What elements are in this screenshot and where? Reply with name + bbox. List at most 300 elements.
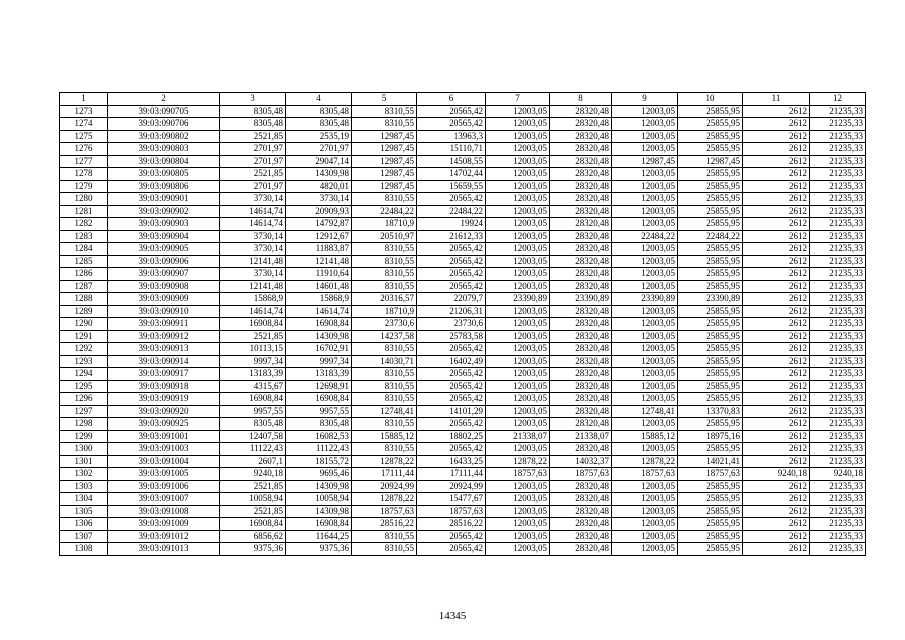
- value-cell: 12003,05: [612, 480, 678, 493]
- value-cell: 29047,14: [286, 155, 352, 168]
- value-cell: 28320,48: [550, 330, 612, 343]
- row-number-cell: 1280: [60, 193, 108, 206]
- value-cell: 25855,95: [678, 193, 743, 206]
- value-cell: 12003,05: [612, 168, 678, 181]
- row-number-cell: 1283: [60, 230, 108, 243]
- cadastral-code-cell: 39:03:090925: [108, 418, 220, 431]
- value-cell: 2612: [743, 505, 810, 518]
- row-number-cell: 1293: [60, 355, 108, 368]
- value-cell: 12003,05: [612, 493, 678, 506]
- value-cell: 12003,05: [486, 280, 550, 293]
- value-cell: 10058,94: [286, 493, 352, 506]
- value-cell: 8310,55: [352, 443, 417, 456]
- value-cell: 28320,48: [550, 530, 612, 543]
- value-cell: 12003,05: [612, 255, 678, 268]
- value-cell: 14309,98: [286, 168, 352, 181]
- value-cell: 12003,05: [486, 505, 550, 518]
- value-cell: 2612: [743, 330, 810, 343]
- value-cell: 12003,05: [486, 230, 550, 243]
- value-cell: 3730,14: [220, 243, 286, 256]
- value-cell: 25783,58: [417, 330, 486, 343]
- value-cell: 16402,49: [417, 355, 486, 368]
- value-cell: 12003,05: [486, 218, 550, 231]
- value-cell: 25855,95: [678, 518, 743, 531]
- value-cell: 20565,42: [417, 443, 486, 456]
- value-cell: 28320,48: [550, 505, 612, 518]
- table-row: [60, 505, 866, 518]
- value-cell: 2612: [743, 105, 810, 118]
- column-header: 6: [417, 93, 486, 106]
- table-row: [60, 168, 866, 181]
- value-cell: 2521,85: [220, 505, 286, 518]
- value-cell: 28320,48: [550, 180, 612, 193]
- row-number-cell: 1292: [60, 343, 108, 356]
- value-cell: 22079,7: [417, 293, 486, 306]
- value-cell: 15868,9: [220, 293, 286, 306]
- value-cell: 12987,45: [352, 155, 417, 168]
- value-cell: 8310,55: [352, 280, 417, 293]
- value-cell: 21338,07: [550, 430, 612, 443]
- table-row: [60, 530, 866, 543]
- value-cell: 12003,05: [486, 243, 550, 256]
- value-cell: 25855,95: [678, 305, 743, 318]
- value-cell: 25855,95: [678, 418, 743, 431]
- cadastral-code-cell: 39:03:090919: [108, 393, 220, 406]
- value-cell: 23390,89: [486, 293, 550, 306]
- column-header: 7: [486, 93, 550, 106]
- table-row: [60, 118, 866, 131]
- value-cell: 18710,9: [352, 218, 417, 231]
- value-cell: 12003,05: [612, 505, 678, 518]
- value-cell: 8305,48: [220, 105, 286, 118]
- table-row: [60, 430, 866, 443]
- row-number-cell: 1305: [60, 505, 108, 518]
- cadastral-code-cell: 39:03:090802: [108, 130, 220, 143]
- table-row: [60, 218, 866, 231]
- value-cell: 21612,33: [417, 230, 486, 243]
- table-row: [60, 343, 866, 356]
- value-cell: 2612: [743, 368, 810, 381]
- table-row: [60, 330, 866, 343]
- value-cell: 14021,41: [678, 455, 743, 468]
- table-row: [60, 268, 866, 281]
- value-cell: 28320,48: [550, 480, 612, 493]
- table-body: [60, 93, 866, 556]
- value-cell: 11644,25: [286, 530, 352, 543]
- row-number-cell: 1300: [60, 443, 108, 456]
- value-cell: 21235,33: [810, 293, 866, 306]
- cadastral-code-cell: 39:03:090908: [108, 280, 220, 293]
- value-cell: 17111,44: [352, 468, 417, 481]
- value-cell: 2612: [743, 305, 810, 318]
- value-cell: 2612: [743, 343, 810, 356]
- value-cell: 28320,48: [550, 243, 612, 256]
- table-row: [60, 205, 866, 218]
- row-number-cell: 1290: [60, 318, 108, 331]
- value-cell: 2612: [743, 480, 810, 493]
- value-cell: 12003,05: [486, 393, 550, 406]
- value-cell: 16908,84: [286, 518, 352, 531]
- cadastral-code-cell: 39:03:090706: [108, 118, 220, 131]
- value-cell: 3730,14: [286, 193, 352, 206]
- value-cell: 23730,6: [352, 318, 417, 331]
- value-cell: 2701,97: [286, 143, 352, 156]
- cadastral-code-cell: 39:03:090918: [108, 380, 220, 393]
- value-cell: 25855,95: [678, 493, 743, 506]
- value-cell: 2612: [743, 205, 810, 218]
- value-cell: 11883,87: [286, 243, 352, 256]
- value-cell: 21235,33: [810, 168, 866, 181]
- value-cell: 13183,39: [220, 368, 286, 381]
- value-cell: 12003,05: [612, 330, 678, 343]
- value-cell: 12003,05: [612, 143, 678, 156]
- value-cell: 2521,85: [220, 130, 286, 143]
- row-number-cell: 1303: [60, 480, 108, 493]
- value-cell: 12003,05: [486, 268, 550, 281]
- data-table: [59, 92, 866, 556]
- value-cell: 18757,63: [352, 505, 417, 518]
- value-cell: 8310,55: [352, 243, 417, 256]
- value-cell: 28320,48: [550, 255, 612, 268]
- column-header: 1: [60, 93, 108, 106]
- value-cell: 12003,05: [486, 343, 550, 356]
- table-row: [60, 455, 866, 468]
- value-cell: 12003,05: [486, 318, 550, 331]
- value-cell: 16908,84: [220, 518, 286, 531]
- row-number-cell: 1299: [60, 430, 108, 443]
- value-cell: 20565,42: [417, 280, 486, 293]
- value-cell: 2612: [743, 443, 810, 456]
- value-cell: 11122,43: [220, 443, 286, 456]
- value-cell: 8310,55: [352, 380, 417, 393]
- value-cell: 2612: [743, 393, 810, 406]
- value-cell: 16702,91: [286, 343, 352, 356]
- value-cell: 9997,34: [286, 355, 352, 368]
- value-cell: 25855,95: [678, 380, 743, 393]
- value-cell: 12878,22: [612, 455, 678, 468]
- value-cell: 25855,95: [678, 105, 743, 118]
- value-cell: 2607,1: [220, 455, 286, 468]
- table-header-row: [60, 93, 866, 106]
- value-cell: 18757,63: [417, 505, 486, 518]
- value-cell: 20565,42: [417, 343, 486, 356]
- column-header: 12: [810, 93, 866, 106]
- value-cell: 9957,55: [220, 405, 286, 418]
- value-cell: 20565,42: [417, 268, 486, 281]
- cadastral-code-cell: 39:03:090911: [108, 318, 220, 331]
- table-row: [60, 493, 866, 506]
- value-cell: 15868,9: [286, 293, 352, 306]
- table-row: [60, 243, 866, 256]
- cadastral-code-cell: 39:03:091005: [108, 468, 220, 481]
- value-cell: 25855,95: [678, 243, 743, 256]
- value-cell: 8310,55: [352, 268, 417, 281]
- value-cell: 2612: [743, 130, 810, 143]
- value-cell: 12698,91: [286, 380, 352, 393]
- value-cell: 21235,33: [810, 143, 866, 156]
- value-cell: 14101,29: [417, 405, 486, 418]
- value-cell: 28320,48: [550, 443, 612, 456]
- table-row: [60, 543, 866, 556]
- value-cell: 21235,33: [810, 430, 866, 443]
- value-cell: 12878,22: [352, 455, 417, 468]
- value-cell: 2612: [743, 143, 810, 156]
- value-cell: 8310,55: [352, 418, 417, 431]
- value-cell: 2612: [743, 430, 810, 443]
- value-cell: 14792,87: [286, 218, 352, 231]
- value-cell: 12003,05: [612, 443, 678, 456]
- table-row: [60, 318, 866, 331]
- row-number-cell: 1288: [60, 293, 108, 306]
- value-cell: 18155,72: [286, 455, 352, 468]
- table-row: [60, 180, 866, 193]
- table-row: [60, 105, 866, 118]
- value-cell: 21235,33: [810, 193, 866, 206]
- value-cell: 12003,05: [486, 493, 550, 506]
- value-cell: 28320,48: [550, 130, 612, 143]
- value-cell: 12003,05: [486, 105, 550, 118]
- value-cell: 16908,84: [286, 318, 352, 331]
- cadastral-code-cell: 39:03:090917: [108, 368, 220, 381]
- value-cell: 12003,05: [486, 205, 550, 218]
- cadastral-code-cell: 39:03:090920: [108, 405, 220, 418]
- value-cell: 28320,48: [550, 105, 612, 118]
- value-cell: 8310,55: [352, 105, 417, 118]
- value-cell: 13183,39: [286, 368, 352, 381]
- value-cell: 12003,05: [486, 330, 550, 343]
- table-row: [60, 355, 866, 368]
- value-cell: 12141,48: [220, 280, 286, 293]
- value-cell: 2612: [743, 355, 810, 368]
- value-cell: 12003,05: [612, 518, 678, 531]
- value-cell: 25855,95: [678, 130, 743, 143]
- value-cell: 18757,63: [550, 468, 612, 481]
- value-cell: 2612: [743, 405, 810, 418]
- value-cell: 20565,42: [417, 543, 486, 556]
- value-cell: 2612: [743, 280, 810, 293]
- value-cell: 14032,37: [550, 455, 612, 468]
- value-cell: 20565,42: [417, 393, 486, 406]
- value-cell: 12987,45: [352, 143, 417, 156]
- value-cell: 23390,89: [612, 293, 678, 306]
- value-cell: 2612: [743, 255, 810, 268]
- value-cell: 21206,31: [417, 305, 486, 318]
- value-cell: 25855,95: [678, 268, 743, 281]
- table-row: [60, 393, 866, 406]
- value-cell: 12003,05: [486, 418, 550, 431]
- value-cell: 12003,05: [486, 118, 550, 131]
- value-cell: 13370,83: [678, 405, 743, 418]
- page-number: 14345: [438, 610, 467, 622]
- cadastral-code-cell: 39:03:090803: [108, 143, 220, 156]
- value-cell: 2612: [743, 493, 810, 506]
- table-row: [60, 380, 866, 393]
- row-number-cell: 1279: [60, 180, 108, 193]
- value-cell: 28320,48: [550, 280, 612, 293]
- row-number-cell: 1285: [60, 255, 108, 268]
- value-cell: 12987,45: [352, 168, 417, 181]
- value-cell: 12003,05: [612, 193, 678, 206]
- value-cell: 9240,18: [810, 468, 866, 481]
- value-cell: 3730,14: [220, 268, 286, 281]
- value-cell: 20565,42: [417, 530, 486, 543]
- value-cell: 12003,05: [486, 518, 550, 531]
- value-cell: 20565,42: [417, 193, 486, 206]
- value-cell: 20924,99: [352, 480, 417, 493]
- value-cell: 2612: [743, 268, 810, 281]
- value-cell: 25855,95: [678, 168, 743, 181]
- value-cell: 9957,55: [286, 405, 352, 418]
- value-cell: 25855,95: [678, 280, 743, 293]
- table-row: [60, 143, 866, 156]
- value-cell: 28320,48: [550, 380, 612, 393]
- value-cell: 14508,55: [417, 155, 486, 168]
- value-cell: 21235,33: [810, 380, 866, 393]
- cadastral-code-cell: 39:03:090904: [108, 230, 220, 243]
- value-cell: 28320,48: [550, 230, 612, 243]
- value-cell: 20909,93: [286, 205, 352, 218]
- cadastral-code-cell: 39:03:090905: [108, 243, 220, 256]
- value-cell: 11122,43: [286, 443, 352, 456]
- cadastral-code-cell: 39:03:090907: [108, 268, 220, 281]
- value-cell: 21235,33: [810, 130, 866, 143]
- table-row: [60, 155, 866, 168]
- value-cell: 25855,95: [678, 368, 743, 381]
- cadastral-code-cell: 39:03:090901: [108, 193, 220, 206]
- value-cell: 28320,48: [550, 218, 612, 231]
- value-cell: 6856,62: [220, 530, 286, 543]
- row-number-cell: 1298: [60, 418, 108, 431]
- value-cell: 23730,6: [417, 318, 486, 331]
- value-cell: 21235,33: [810, 368, 866, 381]
- cadastral-code-cell: 39:03:091013: [108, 543, 220, 556]
- value-cell: 2612: [743, 168, 810, 181]
- value-cell: 4315,67: [220, 380, 286, 393]
- value-cell: 20565,42: [417, 105, 486, 118]
- value-cell: 2521,85: [220, 168, 286, 181]
- value-cell: 9695,46: [286, 468, 352, 481]
- table-row: [60, 130, 866, 143]
- value-cell: 14237,58: [352, 330, 417, 343]
- value-cell: 12003,05: [612, 218, 678, 231]
- table-row: [60, 405, 866, 418]
- column-header: 10: [678, 93, 743, 106]
- row-number-cell: 1294: [60, 368, 108, 381]
- value-cell: 12987,45: [352, 180, 417, 193]
- cadastral-code-cell: 39:03:091003: [108, 443, 220, 456]
- value-cell: 2612: [743, 318, 810, 331]
- cadastral-code-cell: 39:03:091004: [108, 455, 220, 468]
- value-cell: 18757,63: [486, 468, 550, 481]
- row-number-cell: 1302: [60, 468, 108, 481]
- value-cell: 12003,05: [486, 480, 550, 493]
- value-cell: 2612: [743, 230, 810, 243]
- row-number-cell: 1296: [60, 393, 108, 406]
- value-cell: 12003,05: [486, 155, 550, 168]
- value-cell: 2701,97: [220, 180, 286, 193]
- value-cell: 16908,84: [220, 393, 286, 406]
- value-cell: 28320,48: [550, 518, 612, 531]
- cadastral-code-cell: 39:03:090913: [108, 343, 220, 356]
- value-cell: 8310,55: [352, 118, 417, 131]
- cadastral-code-cell: 39:03:091008: [108, 505, 220, 518]
- value-cell: 21235,33: [810, 343, 866, 356]
- value-cell: 25855,95: [678, 343, 743, 356]
- value-cell: 21235,33: [810, 255, 866, 268]
- value-cell: 12141,48: [220, 255, 286, 268]
- value-cell: 21235,33: [810, 505, 866, 518]
- value-cell: 2612: [743, 243, 810, 256]
- value-cell: 12003,05: [486, 355, 550, 368]
- value-cell: 2612: [743, 455, 810, 468]
- table-row: [60, 305, 866, 318]
- value-cell: 21235,33: [810, 405, 866, 418]
- row-number-cell: 1301: [60, 455, 108, 468]
- value-cell: 12987,45: [678, 155, 743, 168]
- value-cell: 2612: [743, 380, 810, 393]
- cadastral-code-cell: 39:03:090705: [108, 105, 220, 118]
- value-cell: 12003,05: [612, 318, 678, 331]
- table-row: [60, 230, 866, 243]
- row-number-cell: 1282: [60, 218, 108, 231]
- value-cell: 25855,95: [678, 480, 743, 493]
- cadastral-code-cell: 39:03:091009: [108, 518, 220, 531]
- value-cell: 12003,05: [486, 405, 550, 418]
- value-cell: 12003,05: [612, 205, 678, 218]
- value-cell: 12003,05: [612, 530, 678, 543]
- value-cell: 12987,45: [612, 155, 678, 168]
- value-cell: 28320,48: [550, 368, 612, 381]
- value-cell: 15477,67: [417, 493, 486, 506]
- value-cell: 12748,41: [612, 405, 678, 418]
- value-cell: 16433,25: [417, 455, 486, 468]
- value-cell: 25855,95: [678, 443, 743, 456]
- row-number-cell: 1295: [60, 380, 108, 393]
- table-row: [60, 468, 866, 481]
- cadastral-code-cell: 39:03:091001: [108, 430, 220, 443]
- value-cell: 12003,05: [612, 280, 678, 293]
- column-header: 9: [612, 93, 678, 106]
- value-cell: 21235,33: [810, 155, 866, 168]
- value-cell: 25855,95: [678, 180, 743, 193]
- value-cell: 8305,48: [286, 105, 352, 118]
- column-header: 3: [220, 93, 286, 106]
- value-cell: 12003,05: [486, 443, 550, 456]
- value-cell: 18802,25: [417, 430, 486, 443]
- value-cell: 14309,98: [286, 330, 352, 343]
- row-number-cell: 1276: [60, 143, 108, 156]
- row-number-cell: 1297: [60, 405, 108, 418]
- value-cell: 8310,55: [352, 255, 417, 268]
- value-cell: 2612: [743, 518, 810, 531]
- cadastral-code-cell: 39:03:090909: [108, 293, 220, 306]
- row-number-cell: 1275: [60, 130, 108, 143]
- value-cell: 2612: [743, 543, 810, 556]
- value-cell: 15110,71: [417, 143, 486, 156]
- value-cell: 8305,48: [220, 118, 286, 131]
- value-cell: 12003,05: [612, 305, 678, 318]
- value-cell: 28320,48: [550, 493, 612, 506]
- table-row: [60, 280, 866, 293]
- value-cell: 9375,36: [220, 543, 286, 556]
- value-cell: 18757,63: [612, 468, 678, 481]
- value-cell: 13963,3: [417, 130, 486, 143]
- value-cell: 28320,48: [550, 118, 612, 131]
- value-cell: 25855,95: [678, 205, 743, 218]
- row-number-cell: 1274: [60, 118, 108, 131]
- value-cell: 9240,18: [743, 468, 810, 481]
- value-cell: 28320,48: [550, 543, 612, 556]
